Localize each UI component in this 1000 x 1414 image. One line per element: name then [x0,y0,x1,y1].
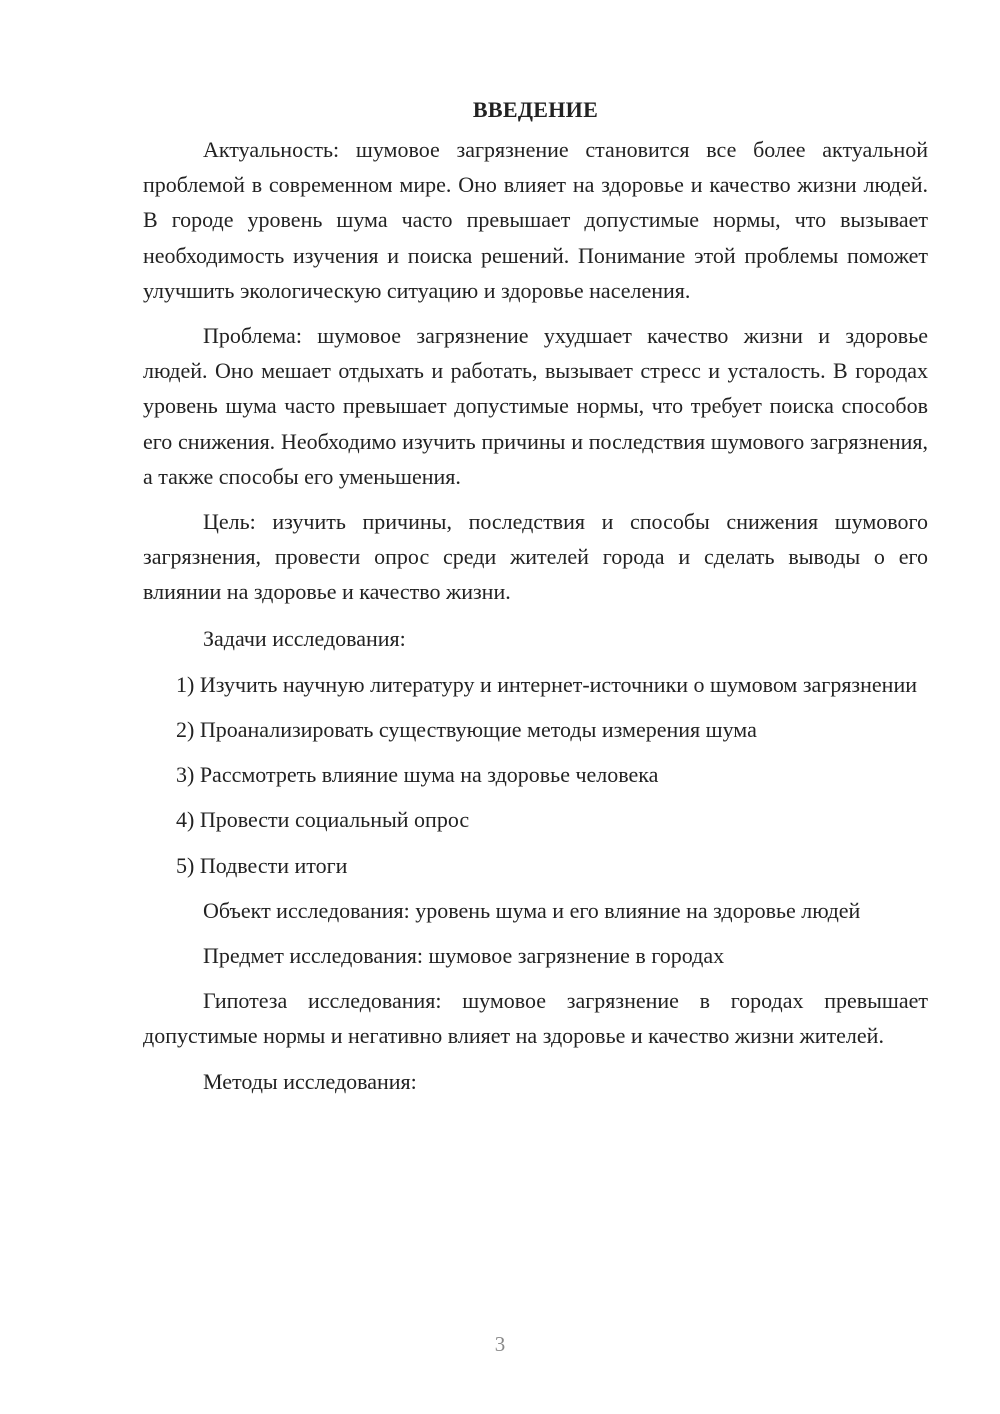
page-content [143,92,928,1099]
hypothesis-paragraph: Гипотеза исследования: шумовое загрязнение в городах превышает допустимые нормы и негативно влияет на здоровье и качество жизни жителей. [143,988,928,1049]
task-item: 1) Изучить научную литературу и интернет-источники о шумовом загрязнении [176,671,917,697]
task-item: 4) Провести социальный опрос [176,807,470,833]
task-item: 2) Проанализировать существующие методы измерения шума [176,717,757,743]
tasks-heading: Задачи исследования: [203,625,406,651]
task-item: 5) Подвести итоги [176,852,348,878]
problem-paragraph: Проблема: шумовое загрязнение ухудшает качество жизни и здоровье людей. Оно мешает отдыхать и работать, вызывает стресс и усталость. В городах уровень шума часто превышает допустимые нормы, что требует поиска способов его снижения. Необходимо изучить причины и последствия шумового загрязнения, а также способы его уменьшения. [143,323,928,489]
goal-paragraph: Цель: изучить причины, последствия и способы снижения шумового загрязнения, провести опрос среди жителей города и сделать выводы о его влиянии на здоровье и качество жизни. [143,509,928,605]
subject-paragraph: Предмет исследования: шумовое загрязнение в городах [203,943,725,969]
page-title: ВВЕДЕНИЕ [472,97,599,122]
task-item: 3) Рассмотреть влияние шума на здоровье человека [176,762,659,788]
methods-heading: Методы исследования: [203,1068,417,1094]
tasks-list [143,667,928,883]
object-paragraph: Объект исследования: уровень шума и его влияние на здоровье людей [203,897,861,923]
relevance-paragraph: Актуальность: шумовое загрязнение становится все более актуальной проблемой в современном мире. Оно влияет на здоровье и качество жизни людей. В городе уровень шума часто превышает допустимые нормы, что вызывает необходимость изучения и поиска решений. Понимание этой проблемы поможет улучшить экологическую ситуацию и здоровье населения. [143,137,928,303]
page-number: 3 [494,1332,506,1356]
